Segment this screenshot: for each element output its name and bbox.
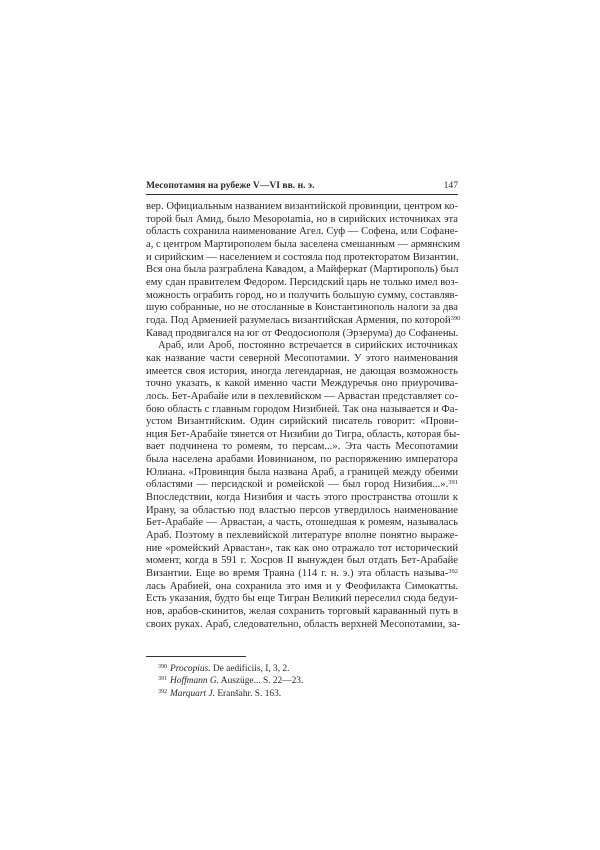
text-line: как название части северной Месопотамии. У этого наименования — [146, 352, 458, 364]
text-line: Ирану, за областью под властью персов утвердилось наименование — [146, 504, 458, 516]
text-line: Вся она была разграблена Кавадом, а Майферкат (Мартирополь) был — [146, 264, 459, 276]
main-text — [146, 201, 461, 631]
running-header — [146, 178, 458, 195]
footnote-text: Eranšahr. S. 163. — [214, 688, 282, 699]
text-line: момент, когда в 591 г. Хосров II вынужден был отдать Бет-Арабайе — [146, 555, 458, 567]
footnote-ref: 392 — [448, 568, 458, 576]
text-line: Кавад продвигался на юг от Феодосиополя (Эрзерума) до Софанены. — [146, 327, 459, 339]
page-number: 147 — [443, 180, 458, 191]
text-line: Впоследствии, когда Низибия и часть этого пространства отошли к — [146, 492, 458, 504]
text-line: и сирийским — населением и состояла под протекторатом Византии. — [146, 251, 459, 263]
text-line: область сохранила наименование Агел. Суф — Софена, или Софане- — [146, 226, 458, 238]
text-line: вает подчинена то ромеям, то персам...». Эта часть Месопотамии — [146, 441, 458, 453]
footnote-ref: 391 — [448, 479, 458, 487]
footnote-author: Marquart J. — [170, 688, 215, 699]
running-title: Месопотамия на рубеже V—VI вв. н. э. — [146, 180, 315, 191]
footnote — [158, 661, 458, 673]
text-line: ние «ромейский Арвастан», так как оно отражало тот исторический — [146, 542, 458, 554]
text-line: Бет-Арабайе — Арвастан, а часть, отошедшая к ромеям, называлась — [146, 517, 458, 529]
footnotes — [158, 661, 458, 698]
text-line: точно указать, к какой именно части Междуречья оно приурочива- — [146, 378, 458, 390]
text-line: торой был Амид, было Mesopotamia, но в сирийских источниках эта — [146, 213, 458, 225]
text-line: лось. Бет-Арабайе или в пехлевийском — Арвастан представляет со- — [146, 390, 458, 402]
footnote-author: Hoffmann G. — [170, 676, 219, 687]
footnote-number: 390 — [158, 664, 167, 670]
text-line: Араб, или Ароб, постоянно встречается в сирийских источниках — [158, 340, 458, 352]
text-line: можность ограбить город, но и получить большую сумму, составляв- — [146, 289, 459, 301]
text-line: бою область с главным городом Низибией. Так она называется и Фа- — [146, 403, 458, 415]
text-line: года. Под Арменией разумелась византийская Армения, по которой$^{390}$ — [146, 314, 461, 326]
text-line: а, с центром Мартирополем была заселена смешанным — армянским — [146, 238, 461, 250]
footnote — [158, 673, 458, 685]
text-line: Византии. Еще во время Траяна (114 г. н. э.) эта область называ-$^{392}$ — [146, 568, 458, 580]
text-line: вер. Официальным названием византийской провинции, центром ко- — [146, 201, 458, 212]
text-line: Араб. Поэтому в пехлевийской литературе вполне понятно выраже- — [146, 530, 458, 542]
text-line: нция Бет-Арабайе тянется от Низибии до Тигра, область, которая бы- — [146, 428, 460, 440]
text-line: была населена арабами Иовинианом, по распоряжению императора — [146, 454, 458, 466]
text-line: нов, арабов-скинитов, желая сохранить торговый караванный путь в — [146, 606, 458, 617]
text-line: устом Византийским. Один сирийский писатель говорит: «Прови- — [146, 416, 458, 428]
footnote-ref: 390 — [450, 314, 461, 322]
text-line: ему сдан правителем Федором. Персидский царь не только имел воз- — [146, 276, 459, 288]
footnote-divider — [146, 656, 246, 657]
text-line: имеется своя история, иногда легендарная, не дающая возможность — [146, 365, 458, 377]
text-line: областями — персидской и ромейской — был город Низибия...».$^{391}$ — [146, 479, 458, 491]
footnote-text: De aedificiis, I, 3, 2. — [210, 664, 290, 674]
footnote-author: Procopius. — [170, 664, 211, 674]
text-line: шую собранные, но не отосланные в Константинополь налоги за два — [146, 302, 458, 314]
text-line: своих руках. Араб, следовательно, область верхней Месопотамии, за- — [146, 618, 461, 630]
footnote-number: 391 — [158, 676, 167, 683]
text-line: Юлиана. «Провинция была названа Араб, а границей между обеими — [146, 466, 458, 478]
footnote-number: 392 — [158, 688, 167, 695]
text-line: лась Арабией, она сохранила это имя и у Феофилакта Симокатты. — [146, 580, 458, 592]
footnote-text: Auszüge... S. 22—23. — [218, 676, 304, 687]
footnote — [158, 686, 458, 698]
text-line: Есть указания, будто бы еще Тигран Великий переселил сюда бедуи- — [146, 593, 458, 605]
